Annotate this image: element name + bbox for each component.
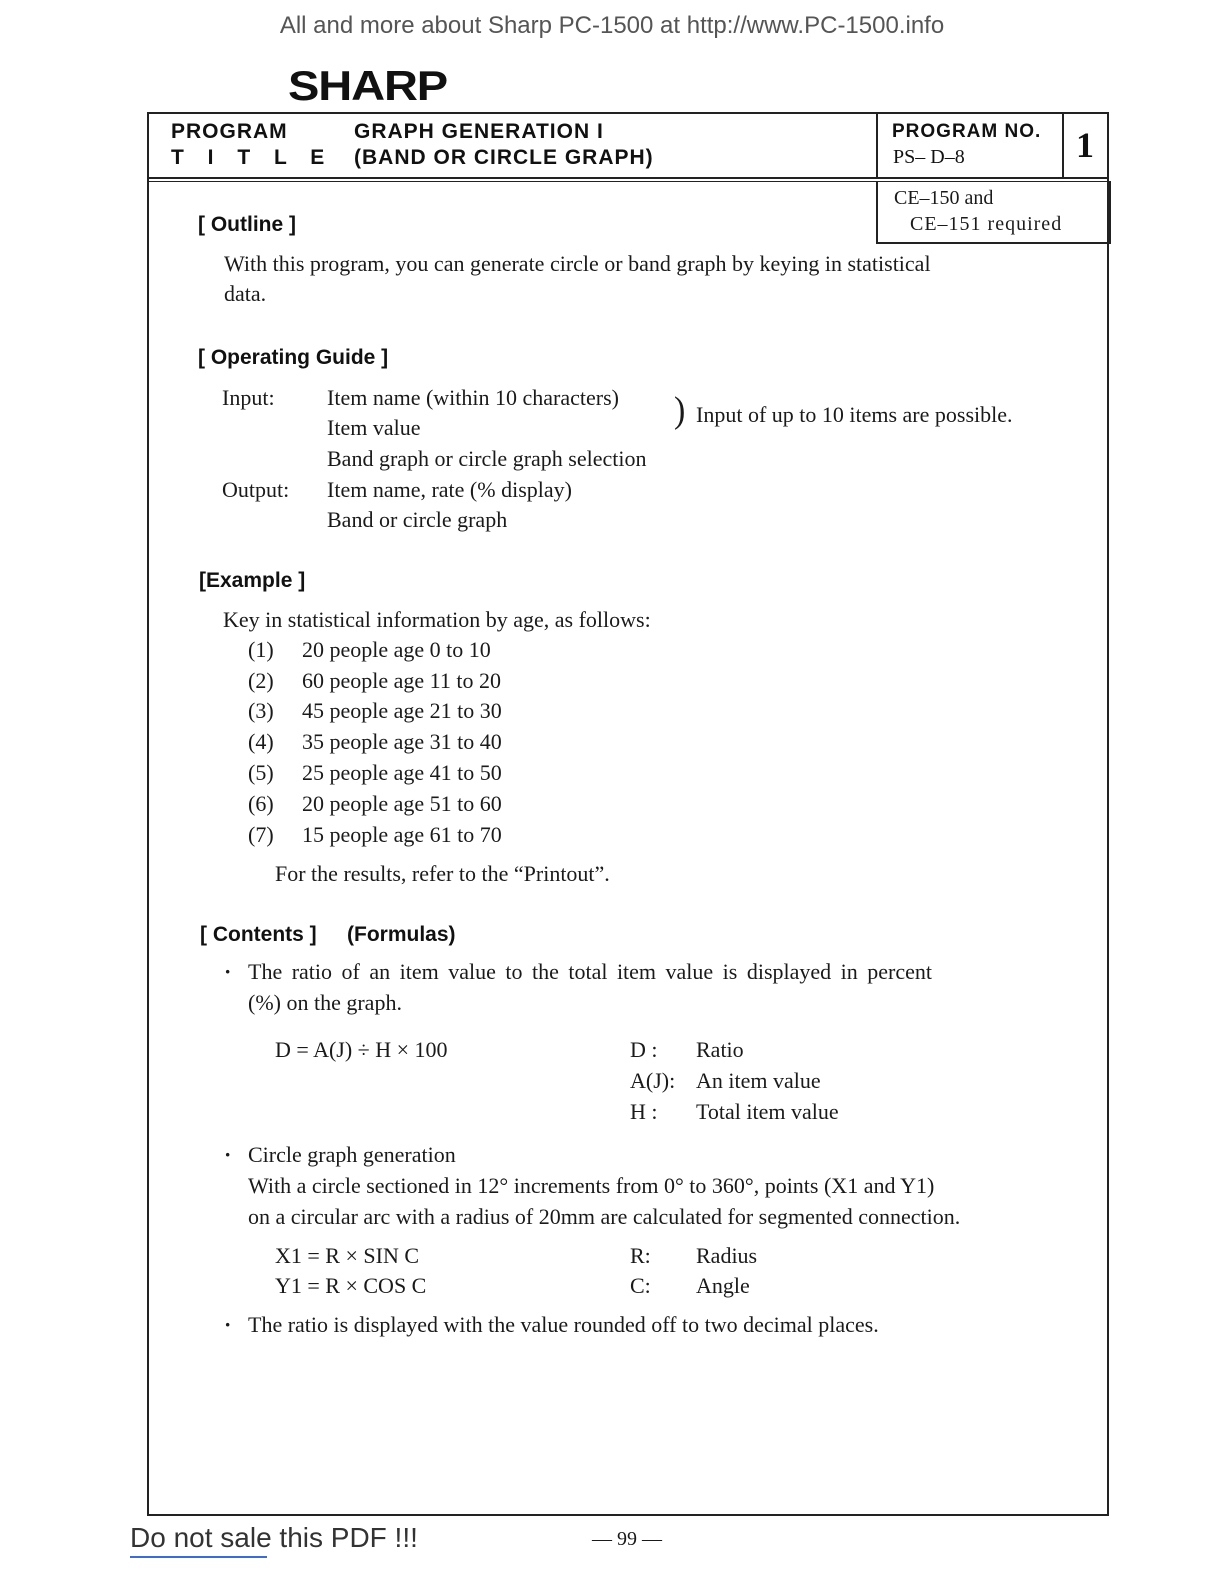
definition-text: Angle — [696, 1273, 750, 1298]
output-item: Item name, rate (% display) — [327, 477, 572, 502]
brace: ) — [674, 390, 686, 431]
example-note: For the results, refer to the “Printout”. — [275, 861, 610, 886]
page-number: — 99 — — [592, 1528, 662, 1550]
formulas-subheading: (Formulas) — [347, 923, 456, 946]
page-frame — [147, 112, 1109, 1516]
program-subtitle: (BAND OR CIRCLE GRAPH) — [354, 146, 654, 169]
definition-symbol: H : — [630, 1099, 658, 1124]
program-number: 1 — [1076, 125, 1094, 165]
outline-text: With this program, you can generate circle or band graph by keying in statistical — [224, 251, 931, 276]
definition-text: Radius — [696, 1243, 758, 1268]
example-item: 25 people age 41 to 50 — [302, 760, 502, 785]
program-no-label: PROGRAM NO. — [892, 121, 1042, 142]
example-item-number: (2) — [248, 668, 274, 693]
bullet: · — [224, 1142, 232, 1167]
definition-symbol: R: — [630, 1243, 651, 1268]
program-title: GRAPH GENERATION I — [354, 120, 604, 143]
input-item: Band graph or circle graph selection — [327, 446, 647, 471]
example-item: 20 people age 0 to 10 — [302, 637, 491, 662]
footer-link-underline — [130, 1556, 267, 1558]
outline-text: data. — [224, 281, 267, 306]
requirement-line: CE–150 and — [894, 187, 994, 209]
formula: X1 = R × SIN C — [275, 1243, 419, 1268]
header-divider — [876, 112, 878, 179]
sharp-logo: SHARP — [288, 62, 448, 109]
definition-text: Ratio — [696, 1037, 744, 1062]
title-label: T I T L E — [171, 146, 334, 169]
definition-symbol: D : — [630, 1037, 658, 1062]
contents-text: (%) on the graph. — [248, 990, 402, 1015]
contents-text: The ratio of an item value to the total item value is displayed in percent — [248, 959, 933, 984]
footer-note[interactable]: Do not sale this PDF !!! — [130, 1522, 418, 1553]
bullet: · — [224, 1312, 232, 1337]
example-item-number: (1) — [248, 637, 274, 662]
operating-guide-heading: [ Operating Guide ] — [198, 346, 389, 369]
example-item-number: (7) — [248, 822, 274, 847]
bullet: · — [224, 959, 232, 984]
formula: D = A(J) ÷ H × 100 — [275, 1037, 448, 1062]
program-label: PROGRAM — [171, 120, 288, 143]
example-item: 60 people age 11 to 20 — [302, 668, 501, 693]
contents-heading: [ Contents ] — [200, 923, 317, 946]
output-label: Output: — [222, 477, 290, 502]
definition-text: An item value — [696, 1068, 821, 1093]
definition-symbol: C: — [630, 1273, 651, 1298]
header-rule — [147, 177, 1109, 179]
example-item-number: (6) — [248, 791, 274, 816]
example-item-number: (5) — [248, 760, 274, 785]
header-divider — [1062, 112, 1064, 179]
formula: Y1 = R × COS C — [275, 1273, 427, 1298]
example-item: 15 people age 61 to 70 — [302, 822, 502, 847]
requirement-line: CE–151 required — [910, 213, 1063, 235]
definition-symbol: A(J): — [630, 1068, 676, 1093]
example-item-number: (3) — [248, 698, 274, 723]
example-item: 20 people age 51 to 60 — [302, 791, 502, 816]
definition-text: Total item value — [696, 1099, 839, 1124]
contents-text: on a circular arc with a radius of 20mm are calculated for segmented connection. — [248, 1204, 961, 1229]
input-label: Input: — [222, 385, 275, 410]
input-item: Item name (within 10 characters) — [327, 385, 619, 410]
output-item: Band or circle graph — [327, 507, 508, 532]
contents-text: The ratio is displayed with the value rounded off to two decimal places. — [248, 1312, 879, 1337]
example-item-number: (4) — [248, 729, 274, 754]
example-intro: Key in statistical information by age, as follows: — [223, 607, 651, 632]
contents-text: With a circle sectioned in 12° increments from 0° to 360°, points (X1 and Y1) — [248, 1173, 935, 1198]
contents-text: Circle graph generation — [248, 1142, 456, 1167]
example-item: 35 people age 31 to 40 — [302, 729, 502, 754]
top-banner: All and more about Sharp PC-1500 at http://www.PC-1500.info — [279, 12, 945, 39]
input-note: Input of up to 10 items are possible. — [696, 402, 1013, 427]
example-heading: [Example ] — [199, 569, 306, 592]
program-no-value: PS– D–8 — [893, 146, 965, 168]
outline-heading: [ Outline ] — [198, 213, 296, 236]
input-item: Item value — [327, 415, 421, 440]
example-item: 45 people age 21 to 30 — [302, 698, 502, 723]
